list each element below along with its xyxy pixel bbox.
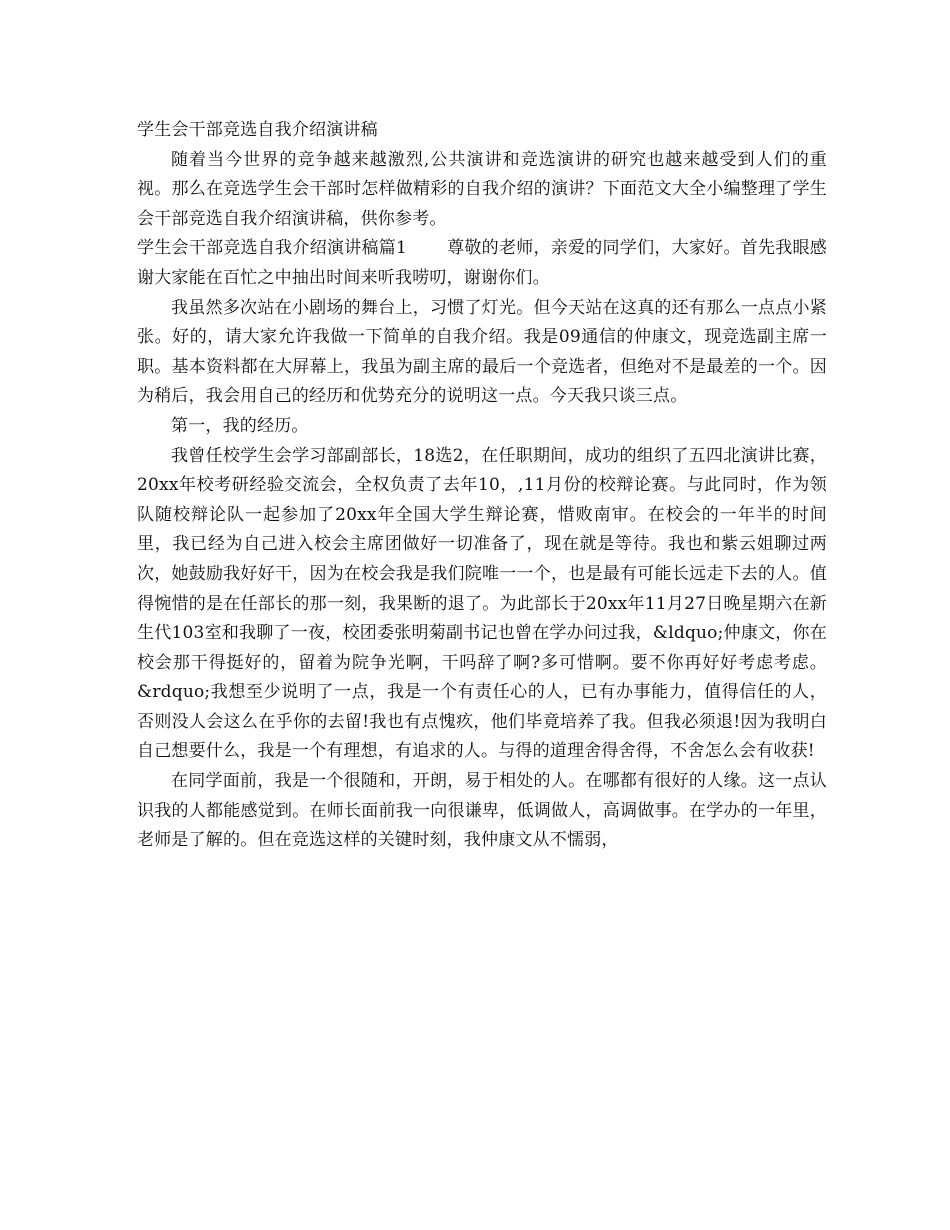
document-title: 学生会干部竞选自我介绍演讲稿: [137, 120, 378, 140]
section-opening-paragraph: [137, 234, 827, 293]
body-paragraph-4: 在同学面前，我是一个很随和，开朗，易于相处的人。在哪都有很好的人缘。这一点认识我的人都能感觉到。在师长面前我一向很谦卑，低调做人，高调做事。在学办的一年里，老师是了解的。但在竞选这样的关键时刻，我仲康文从不懦弱，: [137, 771, 827, 851]
intro-paragraph: 随着当今世界的竞争越来越激烈,公共演讲和竞选演讲的研究也越来越受到人们的重视。那么在竞选学生会干部时怎样做精彩的自我介绍的演讲？下面范文大全小编整理了学生会干部竞选自我介绍演讲稿，供你参考。: [137, 149, 827, 229]
body-paragraph-1: 我虽然多次站在小剧场的舞台上，习惯了灯光。但今天站在这真的还有那么一点点小紧张。好的，请大家允许我做一下简单的自我介绍。我是09通信的仲康文，现竞选副主席一职。基本资料都在大屏幕上，我虽为副主席的最后一个竞选者，但绝对不是最差的一个。因为稍后，我会用自己的经历和优势充分的说明这一点。今天我只谈三点。: [137, 297, 827, 407]
section-heading: 学生会干部竞选自我介绍演讲稿篇1: [137, 238, 408, 259]
section-opening-text: 尊敬的老师，亲爱的同学们，大家好。首先我眼感谢大家能在百忙之中抽出时间来听我唠叨，谢谢你们。: [137, 238, 827, 288]
document-body: [137, 116, 827, 856]
body-paragraph-3: 我曾任校学生会学习部副部长，18选2，在任职期间，成功的组织了五四北演讲比赛，20xx年校考研经验交流会，全权负责了去年10，,11月份的校辩论赛。与此同时，作为领队随校辩论队一起参加了20xx年全国大学生辩论赛，惜败南审。在校会的一年半的时间里，我已经为自己进入校会主席团做好一切准备了，现在就是等待。我也和紫云姐聊过两次，她鼓励我好好干，因为在校会我是我们院唯一一个，也是最有可能长远走下去的人。值得惋惜的是在任部长的那一刻，我果断的退了。为此部长于20xx年11月27日晚星期六在新生代103室和我聊了一夜，校团委张明菊副书记也曾在学办问过我，&ldquo;仲康文，你在校会那干得挺好的，留着为院争光啊，干吗辞了啊?多可惜啊。要不你再好好考虑考虑。&rdquo;我想至少说明了一点，我是一个有责任心的人，已有办事能力，值得信任的人，否则没人会这么在乎你的去留!我也有点愧疚，他们毕竟培养了我。但我必须退!因为我明白自己想要什么，我是一个有理想，有追求的人。与得的道理舍得舍得，不舍怎么会有收获!: [137, 445, 827, 762]
body-paragraph-2: 第一，我的经历。: [171, 415, 309, 436]
